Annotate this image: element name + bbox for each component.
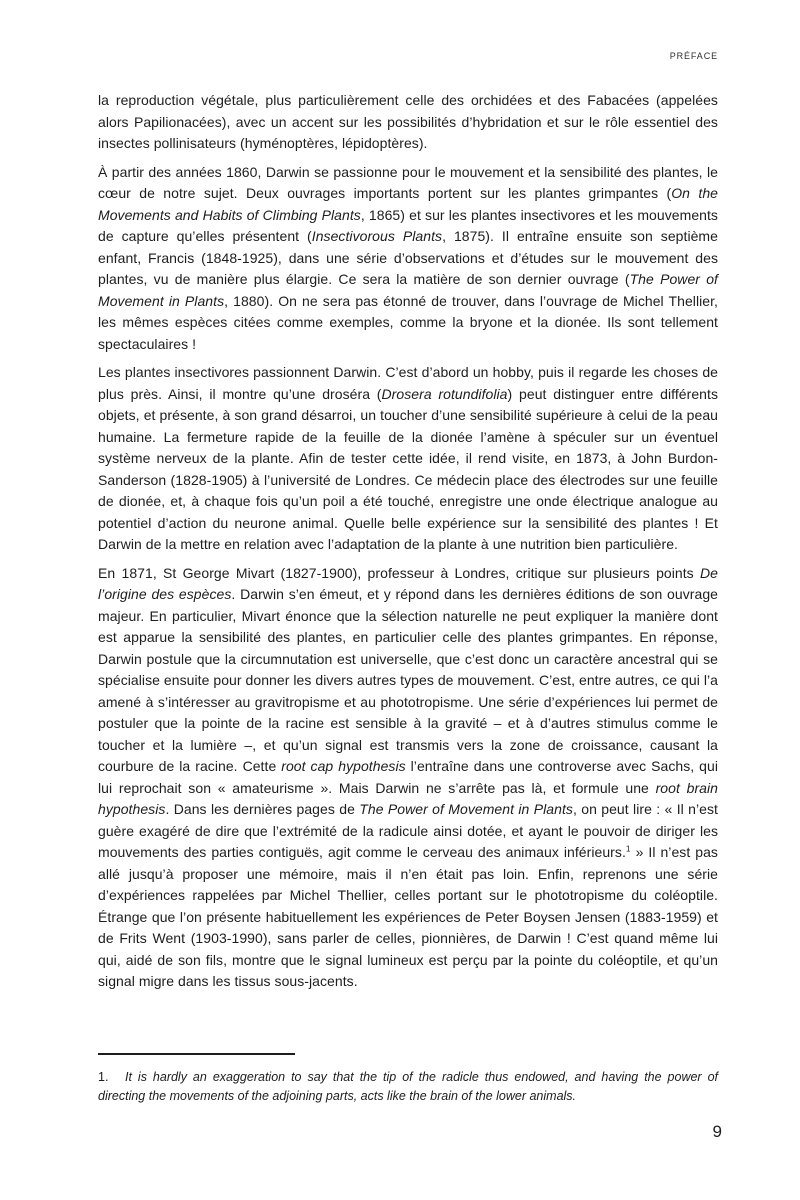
footnote-text: It is hardly an exaggeration to say that the tip of the radicle thus endowed, and having the power of directing the movements of the adjoining parts, acts like the brain of the lower animals. — [98, 1070, 718, 1103]
footnote — [98, 1068, 718, 1106]
paragraph: Les plantes insectivores passionnent Darwin. C’est d’abord un hobby, puis il regarde les choses de plus près. Ainsi, il montre qu’une droséra (Drosera rotundifolia) peut distinguer entre différents objets, et présente, à son grand désarroi, un toucher d’une sensibilité supérieure à celui de la peau humaine. La fermeture rapide de la feuille de la dionée l’amène à spéculer sur un éventuel système nerveux de la plante. Afin de tester cette idée, il rend visite, en 1873, à John Burdon-Sanderson (1828-1905) à l’université de Londres. Ce médecin place des électrodes sur une feuille de dionée, et, à chaque fois qu’un poil a été touché, enregistre une onde électrique analogue au potentiel d’action du neurone animal. Quelle belle expérience sur la sensibilité des plantes ! Et Darwin de la mettre en relation avec l’adaptation de la plante à une nutrition bien particulière. — [98, 364, 718, 552]
page-number: 9 — [712, 1122, 722, 1141]
footnote-rule — [98, 1053, 295, 1055]
paragraph: À partir des années 1860, Darwin se passionne pour le mouvement et la sensibilité des plantes, le cœur de notre sujet. Deux ouvrages importants portent sur les plantes grimpantes (On the Movements and Habits of Climbing Plants, 1865) et sur les plantes insectivores et les mouvements de capture qu’elles présentent (Insectivorous Plants, 1875). Il entraîne ensuite son septième enfant, Francis (1848-1925), dans une série d’observations et d’études sur le mouvement des plantes, vu de manière plus élargie. Ce sera la matière de son dernier ouvrage (The Power of Movement in Plants, 1880). On ne sera pas étonné de trouver, dans l’ouvrage de Michel Thellier, les mêmes espèces citées comme exemples, comme la bryone et la dionée. Ils sont tellement spectaculaires ! — [98, 163, 718, 352]
running-header: PRÉFACE — [669, 51, 718, 61]
paragraph: la reproduction végétale, plus particulièrement celle des orchidées et des Fabacées (appelées alors Papilionacées), avec un accent sur les possibilités d’hybridation et sur le rôle essentiel des insectes pollinisateurs (hyménoptères, lépidoptères). — [98, 92, 718, 151]
page-body — [98, 90, 718, 993]
footnote-block — [98, 1053, 718, 1106]
footnote-marker: 1. — [98, 1070, 109, 1084]
paragraph: En 1871, St George Mivart (1827-1900), professeur à Londres, critique sur plusieurs points De l’origine des espèces. Darwin s’en émeut, et y répond dans les dernières éditions de son ouvrage majeur. En particulier, Mivart énonce que la sélection naturelle ne peut expliquer la manière dont est apparue la sensibilité des plantes, en particulier celle des plantes grimpantes. En réponse, Darwin postule que la circumnutation est universelle, que c’est donc un caractère ancestral qui se spécialise ensuite pour donner les divers autres types de mouvement. C’est, entre autres, ce qui l’a amené à s’intéresser au gravitropisme et au phototropisme. Une série d’expériences lui permet de postuler que la pointe de la racine est sensible à la gravité – et à d’autres stimulus comme le toucher et la lumière –, et qu’un signal est transmis vers la zone de croissance, causant la courbure de la racine. Cette root cap hypothesis l’entraîne dans une controverse avec Sachs, qui lui reprochait son « amateurisme ». Mais Darwin ne s’arrête pas là, et formule une root brain hypothesis. Dans les dernières pages de The Power of Movement in Plants, on peut lire : « Il n’est guère exagéré de dire que l’extrémité de la radicule ainsi dotée, et ayant le pouvoir de diriger les mouvements des parties contiguës, agit comme le cerveau des animaux inférieurs.$^1$ » Il n’est pas allé jusqu’à proposer une mémoire, mais il n’en était pas loin. Enfin, reprenons une série d’expériences rappelées par Michel Thellier, celles portant sur le phototropisme du coléoptile. Étrange que l’on présente habituellement les expériences de Peter Boysen Jensen (1883-1959) et de Frits Went (1903-1990), sans parler de celles, pionnières, de Darwin ! C’est quand même lui qui, aidé de son fils, montre que le signal lumineux est perçu par la pointe du coléoptile, et qu’un signal migre dans les tissus sous-jacents. — [98, 564, 719, 989]
